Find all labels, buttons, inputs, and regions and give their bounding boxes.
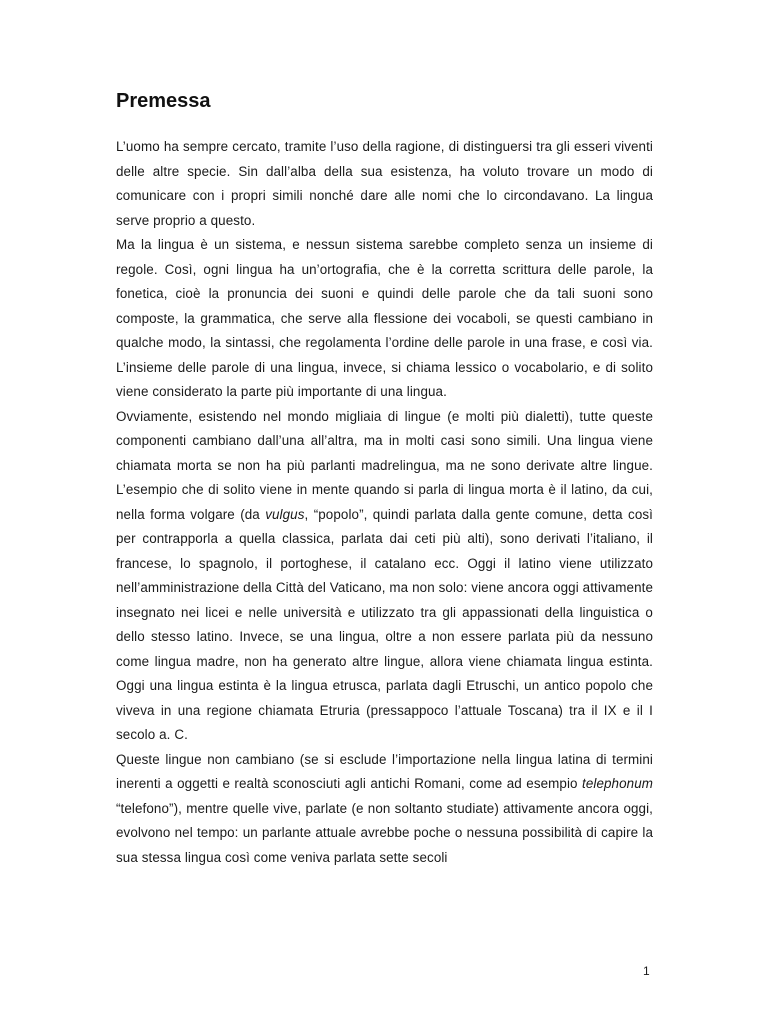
page-title: Premessa: [116, 90, 211, 112]
paragraph: [116, 748, 653, 871]
italic-term: vulgus: [265, 506, 305, 522]
paragraph: [116, 405, 653, 748]
page-number: 1: [643, 964, 650, 978]
text-run: Ovviamente, esistendo nel mondo migliaia di lingue (e molti più dialetti), tutte queste componenti cambiano dall’una all’altra, ma in molti casi sono simili. Una lingua viene chiamata morta se non ha più parlanti madrelingua, ma ne sono derivate altre lingue. L’esempio che di solito viene in mente quando si parla di lingua morta è il latino, da cui, nella forma volgare (da: [116, 408, 653, 522]
paragraph: [116, 233, 653, 405]
text-run: “telefono”), mentre quelle vive, parlate (e non soltanto studiate) attivamente ancora oggi, evolvono nel tempo: un parlante attuale avrebbe poche o nessuna possibilità di capire la sua stessa lingua così come veniva parlata sette secoli: [116, 800, 653, 865]
text-run: L’uomo ha sempre cercato, tramite l’uso della ragione, di distinguersi tra gli esseri viventi delle altre specie. Sin dall’alba della sua esistenza, ha voluto trovare un modo di comunicare con i propri simili nonché dare alle nomi che lo circondavano. La lingua serve proprio a questo.: [116, 139, 653, 228]
text-run: Ma la lingua è un sistema, e nessun sistema sarebbe completo senza un insieme di regole. Così, ogni lingua ha un’ortografia, che è la corretta scrittura delle parole, la fonetica, cioè la pronuncia dei suoni e quindi delle parole che da tali suoni sono composte, la grammatica, che serve alla flessione dei vocaboli, se questi cambiano in qualche modo, la sintassi, che regolamenta l’ordine delle parole in una frase, e così via. L’insieme delle parole di una lingua, invece, si chiama lessico o vocabolario, e di solito viene considerato la parte più importante di una lingua.: [116, 237, 653, 399]
body-text: [116, 135, 653, 870]
italic-term: telephonum: [582, 776, 653, 791]
paragraph: [116, 135, 653, 233]
text-run: Queste lingue non cambiano (se si esclude l’importazione nella lingua latina di termini inerenti a oggetti e realtà sconosciuti agli antichi Romani, come ad esempio: [116, 751, 653, 791]
text-run: , “popolo”, quindi parlata dalla gente comune, detta così per contrapporla a quella classica, parlata dai ceti più alti), sono derivati l’italiano, il francese, lo spagnolo, il portoghese, il catalano ecc. Oggi il latino viene utilizzato nell’amministrazione della Città del Vaticano, ma non solo: viene ancora oggi attivamente insegnato nei licei e nelle università e utilizzato tra gli appassionati della linguistica o dello stesso latino. Invece, se una lingua, oltre a non essere parlata più da nessuno come lingua madre, non ha generato altre lingue, allora viene chiamata lingua estinta. Oggi una lingua estinta è la lingua etrusca, parlata dagli Etruschi, un antico popolo che viveva in una regione chiamata Etruria (pressappoco l’attuale Toscana) tra il IX e il I secolo a. C.: [116, 506, 654, 742]
